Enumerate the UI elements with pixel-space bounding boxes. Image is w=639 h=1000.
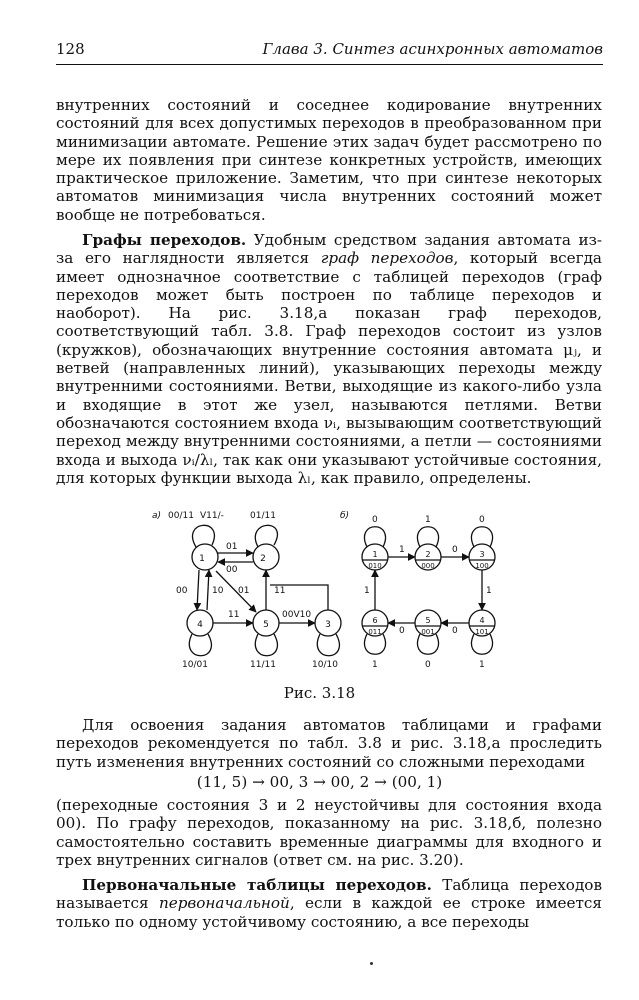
paragraph-graphs-text-a: Удобным средством задания автомата из-за его наглядности является [56, 231, 602, 268]
paragraph-1: внутренних состояний и соседнее кодирование внутренних состояний для всех допустимых переходов в преобразованном при минимизации автомате. Решение этих задач будет рассмотрено по мере их появления при синтезе конкретных устройств, имеющих практическое приложение. Заметим, что при синтезе некоторых автоматов минимизация числа внутренних состояний может вообще не потребоваться. [56, 96, 602, 224]
paragraph-graphs-text-b: , который всегда имеет однозначное соответствие с таблицей переходов (граф переходов может быть построен по таблице переходов и наоборот). На рис. 3.18,а показан граф переходов, соответствующий табл. 3.8. Граф переходов состоит из узлов (кружков), обозначающих внутренние состояния автомата μⱼ, и ветвей (направленных линий), указывающих переходы между внутренними состояниями. Ветви, выходящие из какого-либо узла и входящие в этот же узел, называются петлями. Ветви обозначаются состоянием входа νᵢ, вызывающим соответствующий переход между внутренними состояниями, а петли — состояниями входа и выхода νᵢ/λₗ, так как они указывают устойчивые состояния, для которых функции выхода λₗ, как правило, определены. [56, 249, 602, 487]
fig-a-loop-3: 10/10 [312, 660, 338, 670]
fig-a-node-4: 4 [197, 620, 203, 630]
fig-a-node-5: 5 [263, 620, 269, 630]
figure-caption: Рис. 3.18 [283, 684, 356, 702]
fig-a-node-1: 1 [199, 554, 205, 564]
fig-b-node-3: 3 [479, 550, 485, 559]
heading-initial-tables: Первоначальные таблицы переходов. [82, 876, 432, 894]
fig-b-node-3-code: 100 [475, 562, 489, 570]
fig-b-edge-3-4: 1 [486, 586, 492, 596]
fig-b-label: б) [340, 511, 350, 521]
fig-a-edge-5-3: 00V10 [282, 610, 312, 620]
paragraph-graphs [56, 231, 602, 487]
paragraph-3: Для освоения задания автоматов таблицами и графами переходов рекомендуется по табл. 3.8 и рис. 3.18,а проследить путь изменения внутренних состояний со сложными переходами [56, 716, 602, 771]
fig-b-node-1-code: 010 [368, 562, 382, 570]
paragraph-initial-tables [56, 876, 602, 931]
fig-b-node-6-code: 011 [368, 628, 382, 636]
fig-b-loop-2: 1 [425, 515, 431, 525]
fig-a-edge-1-5: 01 [238, 586, 250, 596]
paragraph-4: (переходные состояния 3 и 2 неустойчивы для состояния входа 00). По графу переходов, показанному на рис. 3.18,б, полезно самостоятельно составить временные диаграммы для входного и трех внутренних сигналов (ответ см. на рис. 3.20). [56, 796, 602, 869]
fig-b-edge-1-2: 1 [399, 545, 405, 555]
paragraph-initial-text-b: , если в каждой ее строке имеется только по одному устойчивому состоянию, а все переходы [56, 894, 603, 931]
term-graph: граф переходов [320, 249, 454, 268]
fig-b-edge-4-5: 0 [452, 626, 458, 636]
header-rule [56, 64, 603, 65]
fig-a-edge-1-2: 01 [226, 542, 238, 552]
fig-b-loop-1: 0 [372, 515, 378, 525]
fig-a-edge-2-1: 00 [226, 565, 238, 575]
fig-b-loop-5: 0 [425, 660, 431, 670]
fig-b-edge-5-6: 0 [399, 626, 405, 636]
fig-a-edge-4-1: 10 [212, 586, 224, 596]
fig-a-loop-4: 10/01 [182, 660, 208, 670]
term-initial: первоначальной [158, 894, 290, 913]
fig-a-edge-1-4: 00 [176, 586, 188, 596]
fig-b-loop-3: 0 [479, 515, 485, 525]
fig-a-node-2: 2 [260, 554, 266, 564]
formula: (11, 5) → 00, 3 → 00, 2 → (00, 1) [196, 773, 443, 791]
page-speck [370, 962, 373, 965]
fig-a-edge-4-5: 11 [228, 610, 240, 620]
fig-b-node-4-code: 101 [475, 628, 489, 636]
fig-b-node-2: 2 [425, 550, 431, 559]
fig-b-node-1: 1 [372, 550, 378, 559]
fig-b-loop-6: 1 [372, 660, 378, 670]
fig-b-node-4: 4 [479, 616, 485, 625]
fig-b-node-6: 6 [372, 616, 378, 625]
fig-a-label: а) [152, 511, 162, 521]
fig-b-loop-4: 1 [479, 660, 485, 670]
fig-a-loop-1b: V11/- [200, 511, 224, 521]
fig-b-node-2-code: 000 [421, 562, 435, 570]
fig-a-edge-5-2: 11 [274, 586, 286, 596]
paragraph-initial-text-a: Таблица переходов называется [56, 876, 603, 913]
figure-3-18 [150, 505, 510, 675]
fig-b-node-5-code: 001 [421, 628, 435, 636]
fig-a-node-3: 3 [325, 620, 331, 630]
fig-b-node-5: 5 [425, 616, 431, 625]
fig-a-loop-5: 11/11 [250, 660, 276, 670]
fig-b-edge-2-3: 0 [452, 545, 458, 555]
running-header: Глава 3. Синтез асинхронных автоматов [262, 40, 603, 58]
fig-a-loop-2: 01/11 [250, 511, 276, 521]
fig-b-edge-6-1: 1 [364, 586, 370, 596]
page-number: 128 [56, 40, 85, 58]
fig-a-loop-1a: 00/11 [168, 511, 194, 521]
heading-graphs: Графы переходов. [82, 231, 247, 249]
